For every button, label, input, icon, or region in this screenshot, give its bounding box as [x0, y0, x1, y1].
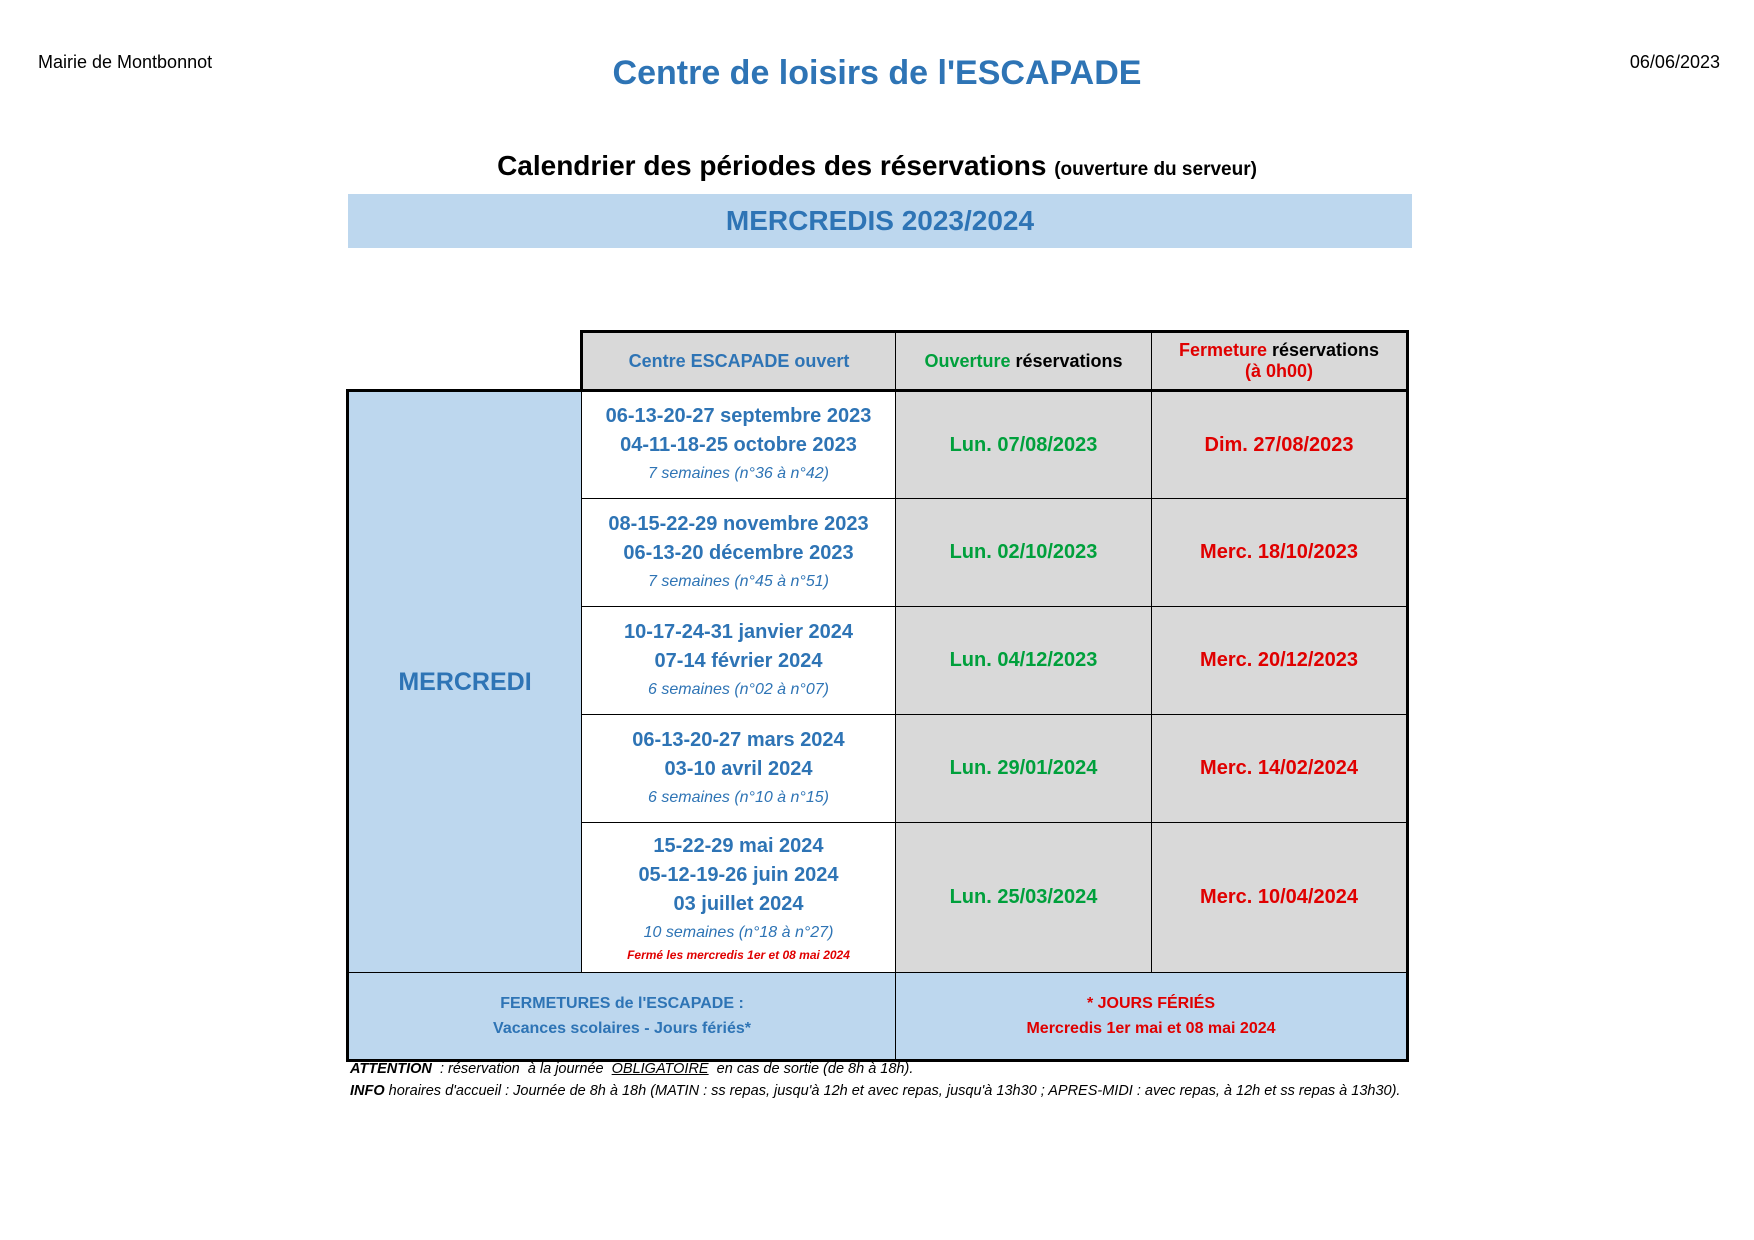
opening-date: Lun. 07/08/2023 [896, 391, 1152, 499]
period-weeks: 6 semaines (n°10 à n°15) [648, 788, 829, 806]
header-opening [896, 332, 1152, 391]
closing-date: Merc. 20/12/2023 [1152, 607, 1408, 715]
period-weeks: 10 semaines (n°18 à n°27) [643, 924, 834, 941]
period-line: 05-12-19-26 juin 2024 [638, 864, 839, 886]
opening-date: Lun. 04/12/2023 [896, 607, 1152, 715]
period-cell [582, 607, 896, 715]
period-cell [582, 823, 896, 973]
closures-footer [348, 973, 896, 1061]
closing-date: Merc. 14/02/2024 [1152, 715, 1408, 823]
opening-date: Lun. 25/03/2024 [896, 823, 1152, 973]
header-opening-word: Ouverture [924, 350, 1011, 371]
period-weeks: 6 semaines (n°02 à n°07) [648, 680, 829, 698]
closures-title: FERMETURES de l'ESCAPADE : [500, 995, 744, 1012]
holidays-detail: Mercredis 1er mai et 08 mai 2024 [1026, 1020, 1276, 1037]
calendar-subtitle [0, 150, 1754, 182]
season-banner: MERCREDIS 2023/2024 [348, 194, 1412, 248]
header-closing-word: Fermeture [1178, 340, 1267, 360]
header-closing [1152, 332, 1408, 391]
period-line: 15-22-29 mai 2024 [653, 835, 824, 857]
opening-date: Lun. 02/10/2023 [896, 499, 1152, 607]
period-closure-note: Fermé les mercredis 1er et 08 mai 2024 [627, 948, 850, 962]
period-line: 06-13-20-27 septembre 2023 [605, 405, 872, 427]
period-line: 03-10 avril 2024 [664, 757, 813, 780]
closures-detail: Vacances scolaires - Jours fériés* [493, 1020, 751, 1037]
table-row [348, 391, 1408, 499]
table-header-row [348, 332, 1408, 391]
organization-name: Mairie de Montbonnot [38, 52, 213, 72]
subtitle-note: (ouverture du serveur) [1054, 159, 1257, 180]
subtitle-main: Calendrier des périodes des réservations [497, 150, 1047, 181]
attention-mandatory: OBLIGATOIRE [611, 1061, 709, 1077]
holidays-footer [896, 973, 1408, 1061]
period-cell [582, 499, 896, 607]
info-note [350, 1080, 1410, 1102]
period-line: 06-13-20 décembre 2023 [623, 541, 854, 564]
notes-section [350, 1058, 1410, 1102]
closing-date: Merc. 18/10/2023 [1152, 499, 1408, 607]
attention-text-post: en cas de sortie (de 8h à 18h). [708, 1061, 914, 1077]
attention-text-pre: : réservation à la journée [431, 1061, 612, 1077]
closing-date: Merc. 10/04/2024 [1152, 823, 1408, 973]
period-cell [582, 715, 896, 823]
info-label: INFO [350, 1083, 385, 1099]
header-opening-rest: réservations [1010, 350, 1123, 371]
period-line: 03 juillet 2024 [673, 893, 804, 915]
table-footer-row [348, 973, 1408, 1061]
closing-date: Dim. 27/08/2023 [1152, 391, 1408, 499]
attention-note [350, 1058, 1410, 1080]
page-title: Centre de loisirs de l'ESCAPADE [612, 54, 1142, 92]
period-weeks: 7 semaines (n°36 à n°42) [648, 465, 829, 482]
period-line: 06-13-20-27 mars 2024 [632, 728, 845, 751]
header-closing-rest: réservations [1266, 340, 1380, 360]
period-line: 04-11-18-25 octobre 2023 [620, 434, 857, 456]
period-line: 08-15-22-29 novembre 2023 [608, 512, 869, 535]
holidays-title: * JOURS FÉRIÉS [1086, 995, 1216, 1012]
header-closing-note: (à 0h00) [1244, 361, 1314, 381]
opening-date: Lun. 29/01/2024 [896, 715, 1152, 823]
period-line: 10-17-24-31 janvier 2024 [623, 620, 854, 643]
period-line: 07-14 février 2024 [654, 649, 823, 672]
info-text: horaires d'accueil : Journée de 8h à 18h (MATIN : ss repas, jusqu'à 12h et avec repas, jusqu'à 13h30 ; APRES-MIDI : avec repas, à 12h et ss repas à 13h30). [384, 1083, 1401, 1099]
document-date: 06/06/2023 [1629, 52, 1720, 72]
header-centre-open: Centre ESCAPADE ouvert [582, 332, 896, 391]
period-cell [582, 391, 896, 499]
day-label-cell: MERCREDI [348, 391, 582, 973]
reservation-schedule-table [346, 330, 1409, 1062]
header-blank-cell [348, 332, 582, 391]
attention-label: ATTENTION [350, 1061, 432, 1077]
period-weeks: 7 semaines (n°45 à n°51) [648, 572, 829, 590]
